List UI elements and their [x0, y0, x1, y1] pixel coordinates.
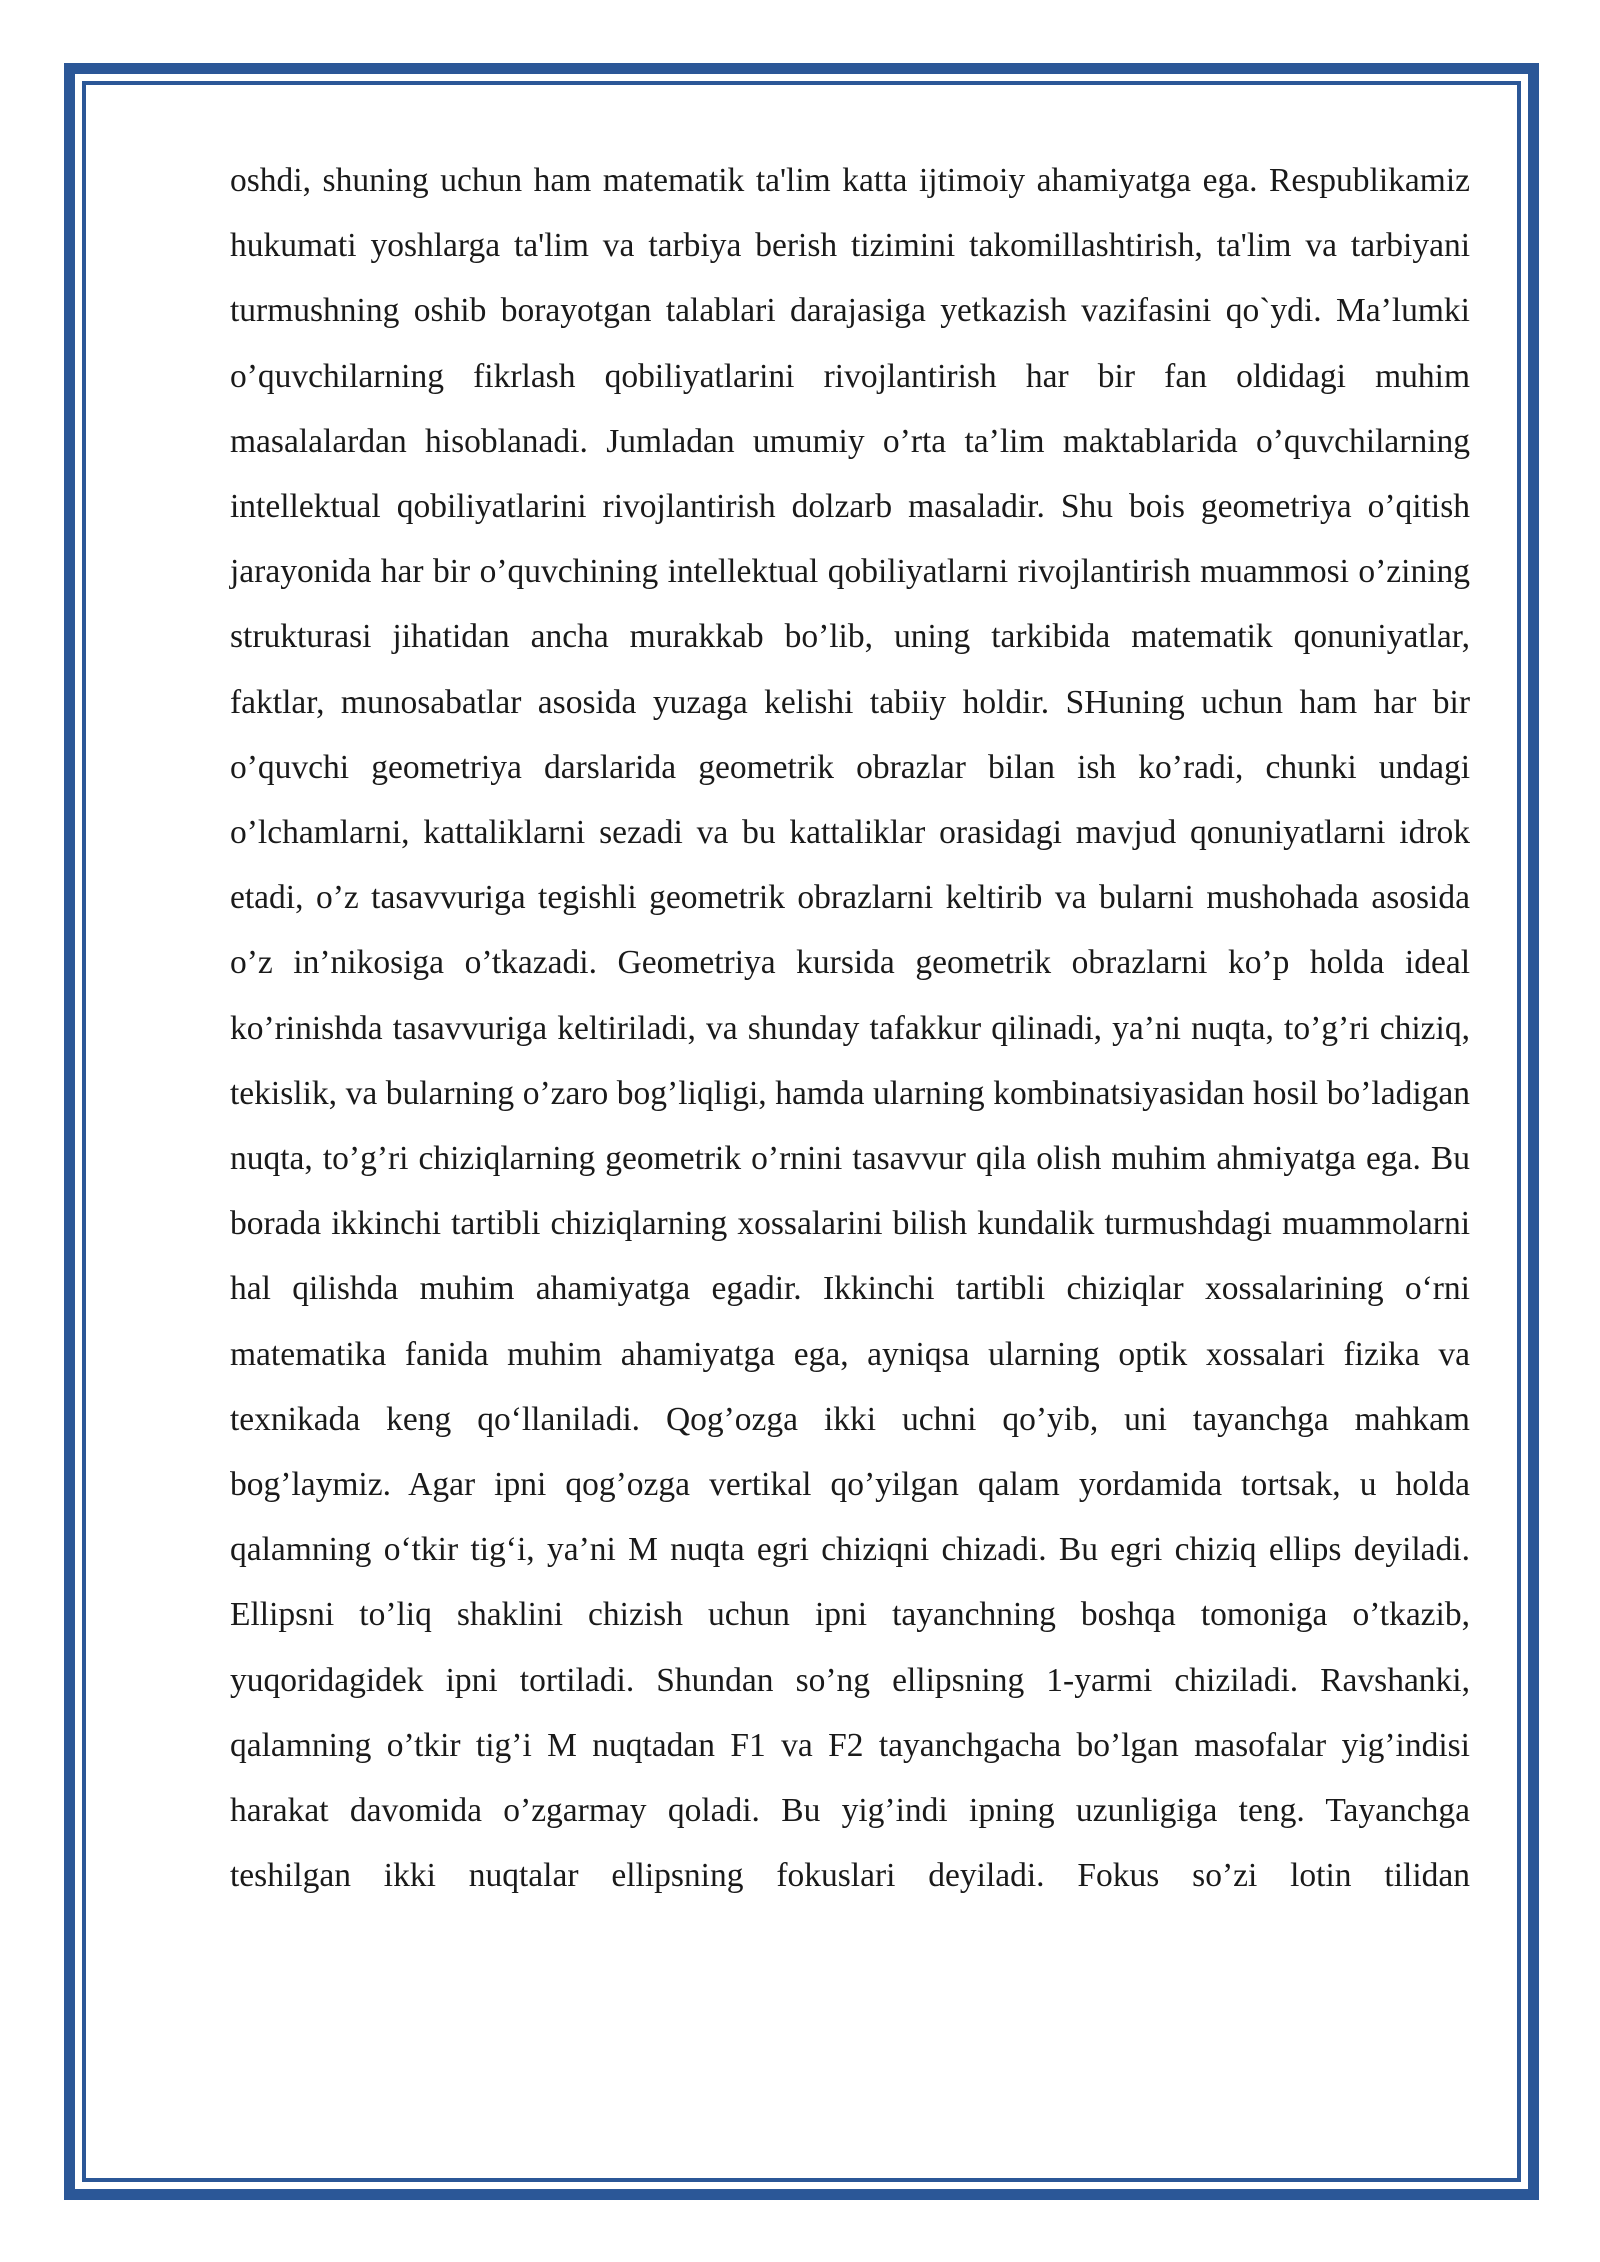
body-paragraph: oshdi, shuning uchun ham matematik ta'lim katta ijtimoiy ahamiyatga ega. Respublikamiz hukumati yoshlarga ta'lim va tarbiya berish tizimini takomillashtirish, ta'lim va tarbiyani turmushning oshib borayotgan talablari darajasiga yetkazish vazifasini qo`ydi. Ma’lumki o’quvchilarning fikrlash qobiliyatlarini rivojlantirish har bir fan oldidagi muhim masalalardan hisoblanadi. Jumladan umumiy o’rta ta’lim maktablarida o’quvchilarning intellektual qobiliyatlarini rivojlantirish dolzarb masaladir. Shu bois geometriya o’qitish jarayonida har bir o’quvchining intellektual qobiliyatlarni rivojlantirish muammosi o’zining strukturasi jihatidan ancha murakkab bo’lib, uning tarkibida matematik qonuniyatlar, faktlar, munosabatlar asosida yuzaga kelishi tabiiy holdir. SHuning uchun ham har bir o’quvchi geometriya darslarida geometrik obrazlar bilan ish ko’radi, chunki undagi o’lchamlarni, kattaliklarni sezadi va bu kattaliklar orasidagi mavjud qonuniyatlarni idrok etadi, o’z tasavvuriga tegishli geometrik obrazlarni keltirib va bularni mushohada asosida o’z in’nikosiga o’tkazadi. Geometriya kursida geometrik obrazlarni ko’p holda ideal ko’rinishda tasavvuriga keltiriladi, va shunday tafakkur qilinadi, ya’ni nuqta, to’g’ri chiziq, tekislik, va bularning o’zaro bog’liqligi, hamda ularning kombinatsiyasidan hosil bo’ladigan nuqta, to’g’ri chiziqlarning geometrik o’rnini tasavvur qila olish muhim ahmiyatga ega. Bu borada ikkinchi tartibli chiziqlarning xossalarini bilish kundalik turmushdagi muammolarni hal qilishda muhim ahamiyatga egadir. Ikkinchi tartibli chiziqlar xossalarining o‘rni matematika fanida muhim ahamiyatga ega, ayniqsa ularning optik xossalari fizika va texnikada keng qo‘llaniladi. Qog’ozga ikki uchni qo’yib, uni tayanchga mahkam bog’laymiz. Agar ipni qog’ozga vertikal qo’yilgan qalam yordamida tortsak, u holda qalamning o‘tkir tig‘i, ya’ni M nuqta egri chiziqni chizadi. Bu egri chiziq ellips deyiladi. Ellipsni to’liq shaklini chizish uchun ipni tayanchning boshqa tomoniga o’tkazib, yuqoridagidek ipni tortiladi. Shundan so’ng ellipsning 1-yarmi chiziladi. Ravshanki, qalamning o’tkir tig’i M nuqtadan F1 va F2 tayanchgacha bo’lgan masofalar yig’indisi harakat davomida o’zgarmay qoladi. Bu yig’indi ipning uzunligiga teng. Tayanchga teshilgan ikki nuqtalar ellipsning fokuslari deyiladi. Fokus so’zi lotin tilidan [230, 162, 1470, 1895]
document-body [230, 148, 1470, 1908]
